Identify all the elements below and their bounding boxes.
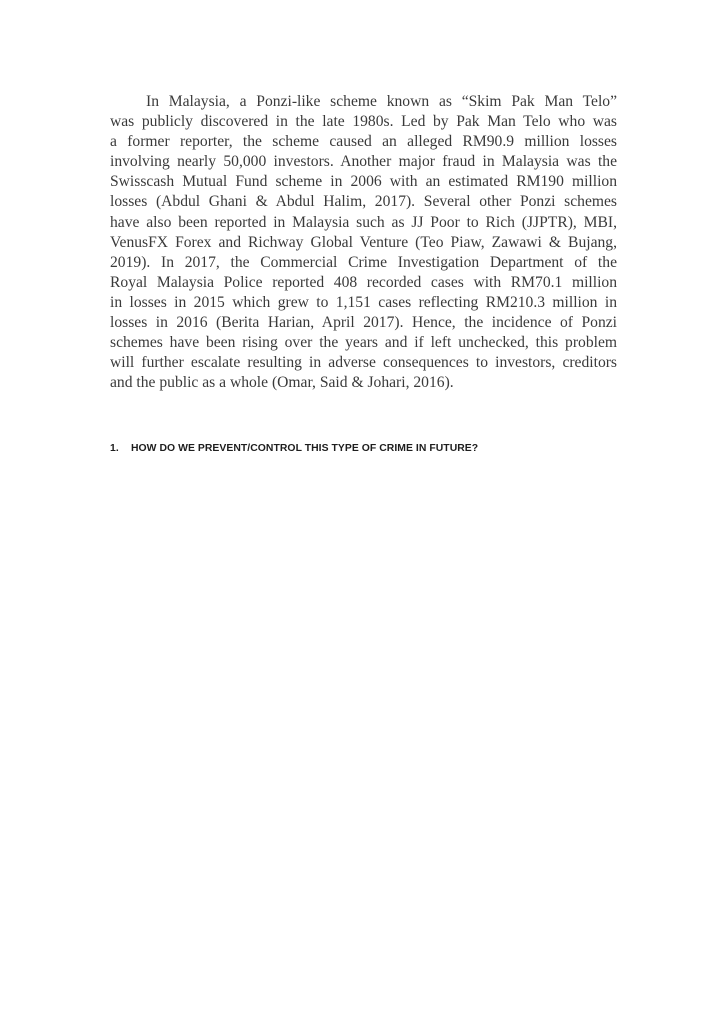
paragraph-line: Royal Malaysia Police reported 408 recorded cases with RM70.1 million [110, 273, 617, 291]
question-number: 1. [110, 443, 119, 454]
paragraph-line: schemes have been rising over the years and if left unchecked, this problem [110, 334, 617, 352]
paragraph-line: In Malaysia, a Ponzi-like scheme known as “Skim Pak Man Telo” [146, 93, 617, 110]
paragraph-line: VenusFX Forex and Richway Global Venture (Teo Piaw, Zawawi & Bujang, [110, 233, 617, 251]
paragraph-line: have also been reported in Malaysia such as JJ Poor to Rich (JJPTR), MBI, [110, 213, 617, 231]
paragraph-line: losses in 2016 (Berita Harian, April 2017). Hence, the incidence of Ponzi [110, 314, 617, 332]
paragraph-line: involving nearly 50,000 investors. Another major fraud in Malaysia was the [110, 153, 617, 171]
question-text: HOW DO WE PREVENT/CONTROL THIS TYPE OF CRIME IN FUTURE? [131, 443, 479, 454]
paragraph-line: a former reporter, the scheme caused an alleged RM90.9 million losses [110, 133, 617, 151]
paragraph-line: will further escalate resulting in adverse consequences to investors, creditors [110, 354, 617, 372]
paragraph-line: was publicly discovered in the late 1980s. Led by Pak Man Telo who was [110, 113, 617, 131]
paragraph-line: in losses in 2015 which grew to 1,151 cases reflecting RM210.3 million in [110, 293, 617, 311]
paragraph-line: losses (Abdul Ghani & Abdul Halim, 2017). Several other Ponzi schemes [110, 193, 617, 211]
question-heading [110, 443, 478, 454]
paragraph-line: Swisscash Mutual Fund scheme in 2006 with an estimated RM190 million [110, 173, 617, 191]
body-paragraph [110, 92, 617, 393]
paragraph-line: 2019). In 2017, the Commercial Crime Investigation Department of the [110, 253, 617, 271]
paragraph-line: and the public as a whole (Omar, Said & Johari, 2016). [110, 374, 454, 392]
